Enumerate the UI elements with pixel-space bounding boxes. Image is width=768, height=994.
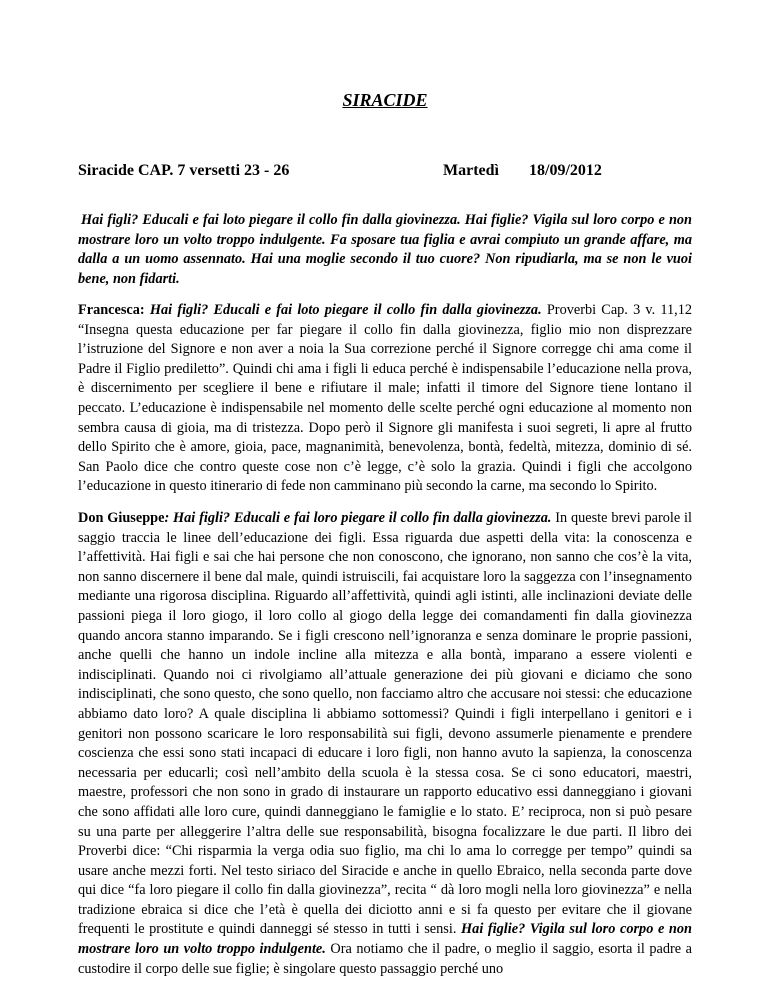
- paragraph-giuseppe: [78, 509, 692, 979]
- body-francesca: Proverbi Cap. 3 v. 11,12 “Insegna questa educazione per far piegare il collo fin dalla giovinezza, figlio mio non disprezzare l’istruzione del Signore e non aver a noia la Sua correzione perché il Signore corregge chi ama come il Padre il Figlio prediletto”. Quindi chi ama i figli li educa perché è indispensabile l’educazione nella prova, è discernimento per scegliere il bene e rifiutare il male; infatti il timore del Signore tiene lontano il peccato. L’educazione è indispensabile nel momento delle scelte perché ogni educazione al momento non sembra causa di gioia, ma di tristezza. Dopo però il Signore gli manifesta i suoi segreti, li apre al frutto dello Spirito che è amore, gioia, pace, magnanimità, benevolenza, bontà, fedeltà, mitezza, dominio di sé. San Paolo dice che contro queste cose non c’è legge, c’è solo la grazia. Quindi i figli che accolgono l’educazione in questo itinerario di fede non camminano più secondo la carne, ma secondo lo Spirito.: [78, 302, 693, 495]
- weekday: Martedì: [443, 162, 499, 179]
- quote-giuseppe-2: Hai figlie? Vigila sul loro corpo e non mostrare loro un volto troppo indulgente.: [78, 921, 692, 958]
- intro-passage: Hai figli? Educali e fai loto piegare il collo fin dalla giovinezza. Hai figlie? Vigila sul loro corpo e non mostrare loro un volto troppo indulgente. Fa sposare tua figlia e avrai compiuto un grande affare, ma dalla a un uomo assennato. Hai una moglie secondo il tuo cuore? Non ripudiarla, ma se non le vuoi bene, non fidarti.: [78, 212, 692, 287]
- quote-giuseppe: : Hai figli? Educali e fai loro piegare il collo fin dalla giovinezza.: [164, 510, 552, 526]
- date: 18/09/2012: [529, 162, 602, 179]
- document-title: SIRACIDE: [342, 90, 428, 110]
- quote-francesca: Hai figli? Educali e fai loto piegare il collo fin dalla giovinezza.: [149, 302, 542, 318]
- chapter-reference: Siracide CAP. 7 versetti 23 - 26: [78, 162, 290, 179]
- body-giuseppe-2: Ora notiamo che il padre, o meglio il saggio, esorta il padre a custodire il corpo delle sue figlie; è singolare questo passaggio perché uno: [78, 941, 692, 977]
- paragraph-francesca: [78, 301, 692, 497]
- speaker-francesca: Francesca:: [78, 302, 145, 318]
- body-giuseppe-1: In queste brevi parole il saggio traccia le linee dell’educazione dei figli. Essa riguarda due aspetti della vita: la conoscenza e l’affettività. Hai figli e sai che hai persone che non conoscono, che ignorano, non sanno che cos’è la vita, non sanno discernere il bene dal male, quindi istruiscili, fai acquistare loro la saggezza con l’insegnamento mediante una rigorosa disciplina. Riguardo all’affettività, quindi agli istinti, alle inclinazioni deviate delle passioni piega il loro giogo, il loro collo al giogo della legge dei comandamenti fin dalla giovinezza quando ancora stanno imparando. Se i figli crescono nell’ignoranza e senza dominare le proprie passioni, anche quelli che hanno un indole incline alla mitezza e alla bontà, imparano a essere violenti e indisciplinati. Quando noi ci rivolgiamo all’attuale generazione dei più giovani e diciamo che sono indisciplinati, che sono questo, che sono quello, non facciamo altro che accusare noi stessi: che educazione abbiamo dato loro? A quale disciplina li abbiamo sottomessi? Quindi i figli interpellano i genitori e i genitori non possono scaricare le loro responsabilità sui figli, devono assumerle pienamente e prendere coscienza che essi sono stati incapaci di educare i loro figli, non hanno avuto la sapienza, la conoscenza necessaria per educarli; così nell’ambito della scuola è la stessa cosa. Se ci sono educatori, maestri, maestre, professori che non sono in grado di instaurare un rapporto educativo essi danneggiano i giovani che sono affidati alle loro cure, quindi danneggiano le famiglie e lo stato. E’ reciproca, non si può pesare su una parte per alleggerire l’altra delle sue responsabilità, bisogna focalizzare le due parti. Il libro dei Proverbi dice: “Chi risparmia la verga odia suo figlio, ma chi lo ama lo corregge per tempo” quindi sa usare anche mezzi forti. Nel testo siriaco del Siracide e anche in quello Ebraico, nella seconda parte dove qui dice “fa loro piegare il collo fin dalla giovinezza”, recita “ dà loro mogli nella loro giovinezza” e nella tradizione ebraica si dice che l’età è quella dei diciotto anni e si fa questo per evitare che il giovane frequenti le prostitute e quindi danneggi sé stesso in tutti i sensi.: [78, 510, 693, 938]
- speaker-giuseppe: Don Giuseppe: [78, 510, 165, 526]
